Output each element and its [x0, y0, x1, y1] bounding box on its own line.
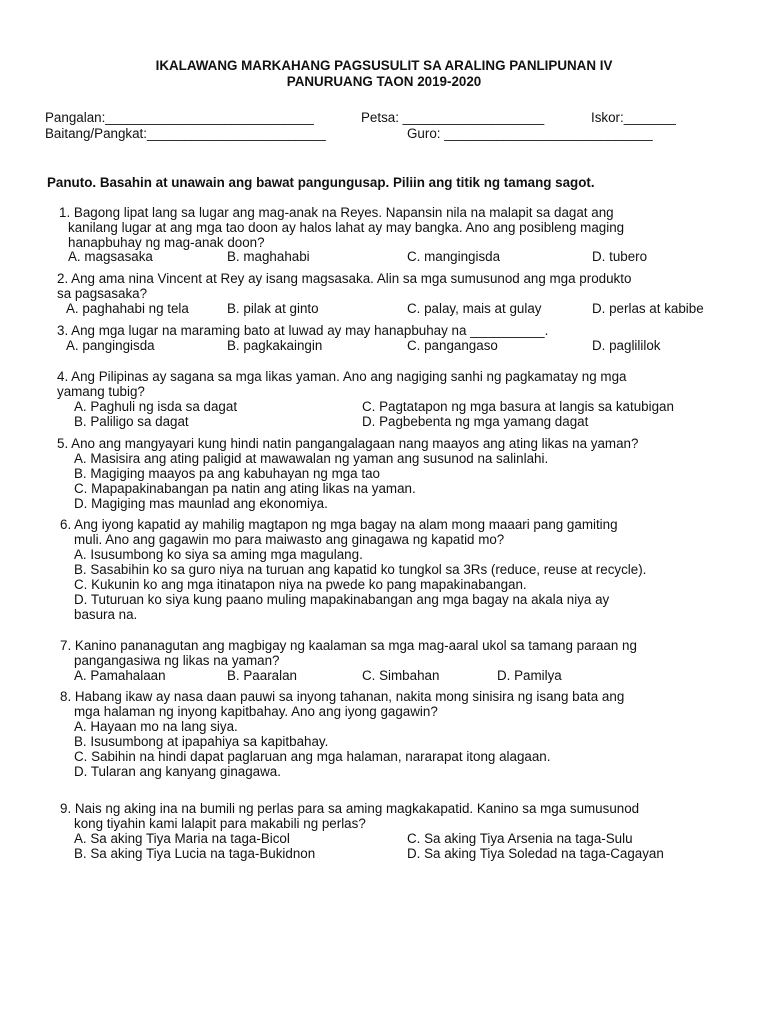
question-2-option-b: B. pilak at ginto — [227, 301, 319, 316]
question-8-option-c: C. Sabihin na hindi dapat paglaruan ang mga halaman, nararapat itong alagaan. — [74, 749, 551, 764]
question-1-option-b: B. maghahabi — [227, 249, 310, 264]
question-8-text-line2: mga halaman ng inyong kapitbahay. Ano ang iyong gagawin? — [74, 704, 438, 719]
question-2-option-a: A. paghahabi ng tela — [66, 301, 189, 316]
question-1-text: 1. Bagong lipat lang sa lugar ang mag-anak na Reyes. Napansin nila na malapit sa dagat ang — [59, 205, 614, 220]
question-1-text-line3: hanapbuhay ng mag-anak doon? — [68, 235, 265, 250]
question-4-option-c: C. Pagtatapon ng mga basura at langis sa katubigan — [362, 399, 674, 414]
question-7-text: 7. Kanino pananagutan ang magbigay ng kaalaman sa mga mag-aaral ukol sa tamang paraan ng — [60, 638, 637, 653]
question-2-option-d: D. perlas at kabibe — [592, 301, 704, 316]
question-4-option-d: D. Pagbebenta ng mga yamang dagat — [362, 414, 589, 429]
question-3-text: 3. Ang mga lugar na maraming bato at luwad ay may hanapbuhay na __________. — [57, 323, 549, 338]
question-7-option-b: B. Paaralan — [227, 668, 297, 683]
question-1-option-c: C. mangingisda — [407, 249, 501, 264]
question-2-text-line2: sa pagsasaka? — [57, 286, 148, 301]
question-8-text: 8. Habang ikaw ay nasa daan pauwi sa inyong tahanan, nakita mong sinisira ng isang bata ang — [60, 689, 625, 704]
question-9-option-d: D. Sa aking Tiya Soledad na taga-Cagayan — [407, 846, 664, 861]
question-8-option-b: B. Isusumbong at ipapahiya sa kapitbahay. — [74, 734, 329, 749]
question-5-option-d: D. Magiging mas maunlad ang ekonomiya. — [74, 496, 328, 511]
question-6-option-c: C. Kukunin ko ang mga itinatapon niya na pwede ko pang mapakinabangan. — [74, 577, 527, 592]
question-4-option-b: B. Paliligo sa dagat — [74, 414, 189, 429]
question-5-text: 5. Ano ang mangyayari kung hindi natin pangangalagaan nang maayos ang ating likas na yaman? — [57, 436, 639, 451]
question-9-option-b: B. Sa aking Tiya Lucia na taga-Bukidnon — [74, 846, 316, 861]
score-field: Iskor:_______ — [591, 110, 676, 125]
question-9-option-a: A. Sa aking Tiya Maria na taga-Bicol — [74, 831, 290, 846]
question-6-option-b: B. Sasabihin ko sa guro niya na turuan ang kapatid ko tungkol sa 3Rs (reduce, reuse at recycle). — [74, 562, 647, 577]
question-4-option-a: A. Paghuli ng isda sa dagat — [74, 399, 238, 414]
question-8-option-d: D. Tularan ang kanyang ginagawa. — [74, 764, 281, 779]
question-2-text: 2. Ang ama nina Vincent at Rey ay isang magsasaka. Alin sa mga sumusunod ang mga produkto — [57, 271, 632, 286]
question-6-text-line2: muli. Ano ang gagawin mo para maiwasto ang ginagawa ng kapatid mo? — [74, 532, 505, 547]
instructions: Panuto. Basahin at unawain ang bawat pangungusap. Piliin ang titik ng tamang sagot. — [47, 175, 595, 190]
question-7-option-d: D. Pamilya — [497, 668, 562, 683]
question-6-text: 6. Ang iyong kapatid ay mahilig magtapon ng mga bagay na alam mong maaari pang gamiting — [60, 517, 618, 532]
grade-section-field: Baitang/Pangkat:________________________ — [45, 126, 326, 141]
question-6-option-d-line2: basura na. — [74, 607, 138, 622]
teacher-field: Guro: ____________________________ — [407, 126, 653, 141]
question-3-option-d: D. paglililok — [592, 338, 661, 353]
question-6-option-a: A. Isusumbong ko siya sa aming mga magulang. — [74, 547, 363, 562]
question-5-option-a: A. Masisira ang ating paligid at mawawalan ng yaman ang susunod na salinlahi. — [74, 451, 549, 466]
question-4-text-line2: yamang tubig? — [57, 384, 145, 399]
question-9-option-c: C. Sa aking Tiya Arsenia na taga-Sulu — [407, 831, 633, 846]
exam-title: IKALAWANG MARKAHANG PAGSUSULIT SA ARALING PANLIPUNAN IV — [155, 58, 613, 73]
name-field: Pangalan:____________________________ — [45, 110, 314, 125]
question-4-text: 4. Ang Pilipinas ay sagana sa mga likas yaman. Ano ang nagiging sanhi ng pagkamatay ng mga — [57, 369, 627, 384]
question-1-text-line2: kanilang lugar at ang mga tao doon ay halos lahat ay may bangka. Ano ang posibleng maging — [68, 220, 625, 235]
question-5-option-c: C. Mapapakinabangan pa natin ang ating likas na yaman. — [74, 481, 416, 496]
question-9-text: 9. Nais ng aking ina na bumili ng perlas para sa aming magkakapatid. Kanino sa mga sumusunod — [60, 801, 640, 816]
question-1-option-d: D. tubero — [592, 249, 648, 264]
question-9-text-line2: kong tiyahin kami lalapit para makabili ng perlas? — [74, 816, 366, 831]
question-3-option-a: A. pangingisda — [66, 338, 155, 353]
question-8-option-a: A. Hayaan mo na lang siya. — [74, 719, 238, 734]
question-2-option-c: C. palay, mais at gulay — [407, 301, 542, 316]
question-7-text-line2: pangangasiwa ng likas na yaman? — [74, 653, 280, 668]
date-field: Petsa: ___________________ — [361, 110, 545, 125]
question-3-option-b: B. pagkakaingin — [227, 338, 323, 353]
question-3-option-c: C. pangangaso — [407, 338, 498, 353]
question-6-option-d: D. Tuturuan ko siya kung paano muling mapakinabangan ang mga bagay na akala niya ay — [74, 592, 610, 607]
question-7-option-a: A. Pamahalaan — [74, 668, 166, 683]
question-5-option-b: B. Magiging maayos pa ang kabuhayan ng mga tao — [74, 466, 380, 481]
school-year: PANURUANG TAON 2019-2020 — [286, 74, 482, 89]
question-7-option-c: C. Simbahan — [362, 668, 440, 683]
question-1-option-a: A. magsasaka — [68, 249, 153, 264]
